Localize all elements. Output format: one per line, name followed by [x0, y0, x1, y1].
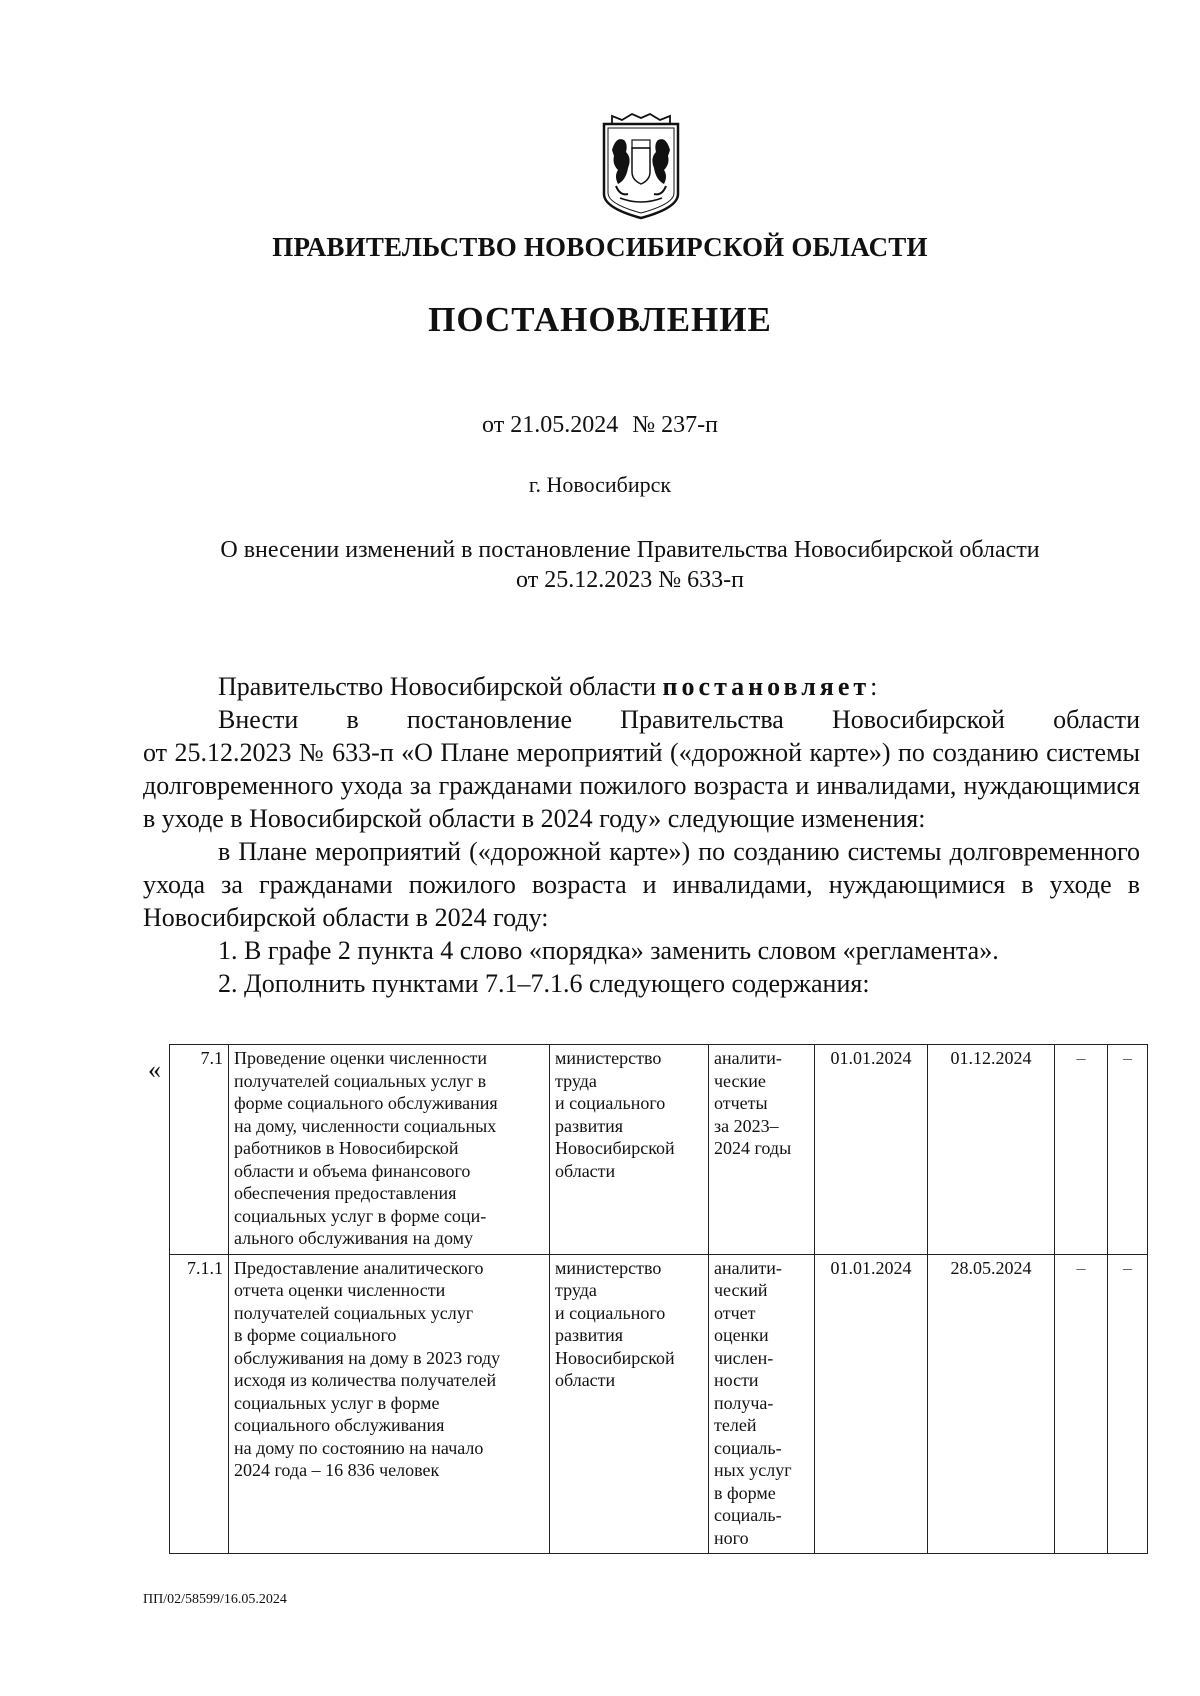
- row-result: аналити- ческий отчет оценки числен- ности получа- телей социаль- ных услуг в форме социаль- ного: [709, 1254, 815, 1554]
- document-subject: [140, 535, 1120, 595]
- row-start-date: 01.01.2024: [815, 1254, 928, 1554]
- document-number: № 237-п: [632, 412, 718, 438]
- subject-line-2: от 25.12.2023 № 633-п: [516, 567, 744, 593]
- para1-suffix: :: [870, 672, 878, 701]
- row-responsible: министерство труда и социального развития Новосибирской области: [550, 1254, 709, 1554]
- subject-line-1: О внесении изменений в постановление Правительства Новосибирской области: [220, 537, 1040, 563]
- row-result: аналити- ческие отчеты за 2023– 2024 годы: [709, 1045, 815, 1255]
- document-body: [143, 670, 1140, 1000]
- row-responsible: министерство труда и социального развития Новосибирской области: [550, 1045, 709, 1255]
- row-end-date: 01.12.2024: [928, 1045, 1055, 1255]
- document-date: от 21.05.2024: [482, 412, 619, 438]
- authority-title: ПРАВИТЕЛЬСТВО НОВОСИБИРСКОЙ ОБЛАСТИ: [272, 232, 928, 262]
- row-column-8: –: [1108, 1254, 1148, 1554]
- row-number: 7.1.1: [170, 1254, 229, 1554]
- document-city: г. Новосибирск: [528, 472, 672, 497]
- body-paragraph-2-first-line: Внести в постановление Правительства Новосибирской области: [218, 705, 1140, 734]
- row-number: 7.1: [170, 1045, 229, 1255]
- coat-of-arms-icon: [598, 110, 684, 220]
- row-start-date: 01.01.2024: [815, 1045, 928, 1255]
- document-type-title: ПОСТАНОВЛЕНИЕ: [428, 300, 772, 339]
- body-item-1: 1. В графе 2 пункта 4 слово «порядка» заменить словом «регламента».: [218, 936, 999, 965]
- row-activity: Проведение оценки численности получателей социальных услуг в форме социального обслуживания на дому, численности социальных работников в Новосибирской области и объема финансового обеспечения предоставления социальных услуг в форме соци- ального обслуживания на дому: [229, 1045, 550, 1255]
- table-row: [170, 1254, 1148, 1554]
- row-column-7: –: [1055, 1045, 1108, 1255]
- body-paragraph-2-rest: от 25.12.2023 № 633-п «О Плане мероприятий («дорожной карте») по созданию системы долговременного ухода за гражданами пожилого возраста и инвалидами, нуждающимися в уходе в Новосибирской области в 2024 году» следующие изменения:: [143, 738, 1140, 833]
- row-end-date: 28.05.2024: [928, 1254, 1055, 1554]
- row-activity: Предоставление аналитического отчета оценки численности получателей социальных услуг в форме социального обслуживания на дому в 2023 году исходя из количества получателей социальных услуг в форме социального обслуживания на дому по состоянию на начало 2024 года – 16 836 человек: [229, 1254, 550, 1554]
- row-column-8: –: [1108, 1045, 1148, 1255]
- table-open-quote: «: [148, 1055, 161, 1084]
- para1-decree-word: постановляет: [662, 672, 871, 701]
- para1-prefix: Правительство Новосибирской области: [218, 672, 663, 701]
- table-row: [170, 1045, 1148, 1255]
- body-item-2: 2. Дополнить пунктами 7.1–7.1.6 следующего содержания:: [218, 969, 870, 998]
- row-column-7: –: [1055, 1254, 1108, 1554]
- body-paragraph-1: [143, 670, 1140, 703]
- document-date-number: [0, 412, 1200, 439]
- amendment-table: [169, 1044, 1148, 1554]
- document-footer-code: ПП/02/58599/16.05.2024: [143, 1592, 287, 1607]
- body-paragraph-3: в Плане мероприятий («дорожной карте») по созданию системы долговременного ухода за гражданами пожилого возраста и инвалидами, нуждающимися в уходе в Новосибирской области в 2024 году:: [143, 837, 1140, 932]
